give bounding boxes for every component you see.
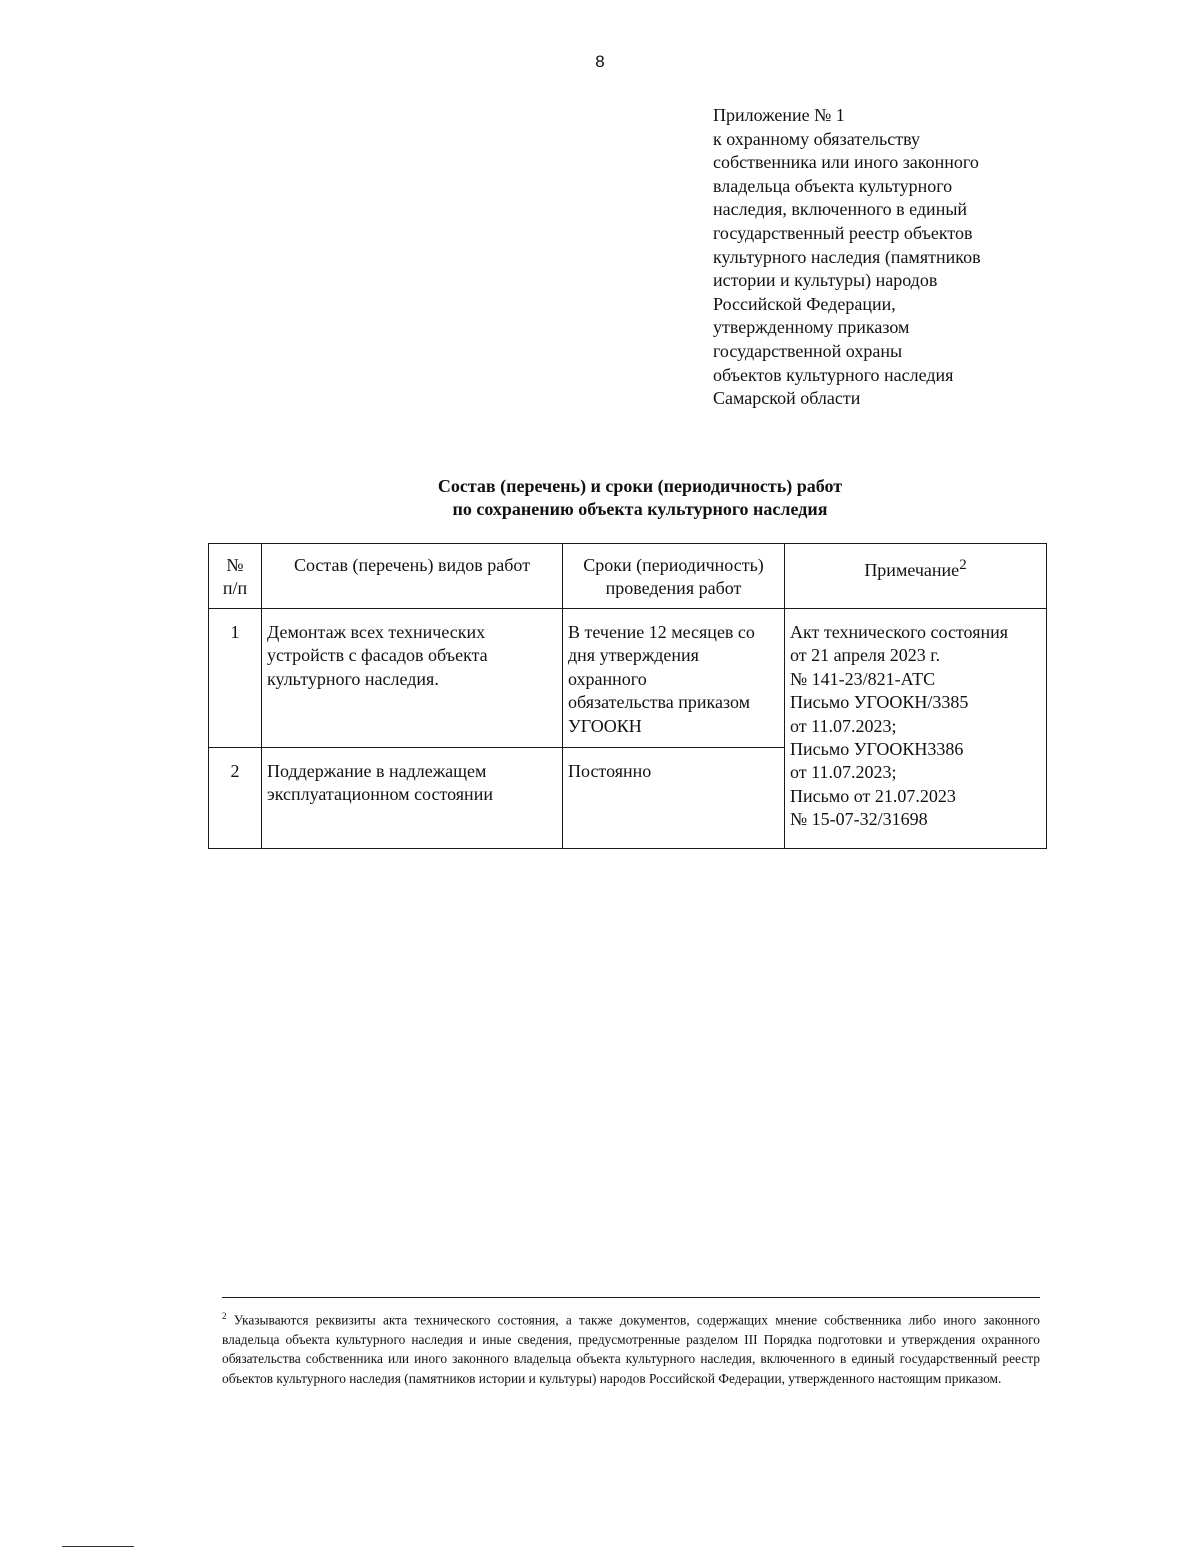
document-title bbox=[0, 475, 1200, 521]
works-table bbox=[208, 543, 1047, 849]
note-line: от 21 апреля 2023 г. bbox=[790, 645, 941, 666]
terms-line: Постоянно bbox=[568, 761, 652, 781]
row-number: 2 bbox=[209, 748, 262, 849]
note-line: Акт технического состояния bbox=[790, 622, 1009, 642]
appendix-line: государственной охраны bbox=[713, 340, 903, 361]
works-line: Демонтаж всех технических bbox=[267, 622, 486, 642]
appendix-line: владельца объекта культурного bbox=[713, 175, 953, 196]
works-line: эксплуатационном состоянии bbox=[267, 784, 493, 805]
appendix-line: объектов культурного наследия bbox=[713, 364, 954, 385]
note-line: Письмо УГООКН3386 bbox=[790, 739, 964, 760]
title-line: Состав (перечень) и сроки (периодичность) работ bbox=[437, 476, 843, 496]
header-works bbox=[262, 544, 563, 609]
appendix-line: Самарской области bbox=[713, 388, 861, 409]
appendix-line: наследия, включенного в единый bbox=[713, 199, 968, 220]
header-terms-line: проведения работ bbox=[605, 578, 742, 599]
appendix-line: к охранному обязательству bbox=[713, 128, 921, 149]
works-line: культурного наследия. bbox=[267, 668, 439, 689]
appendix-line: культурного наследия (памятников bbox=[713, 246, 981, 267]
terms-line: дня утверждения bbox=[568, 645, 699, 666]
appendix-header bbox=[713, 104, 1073, 411]
header-number-line: п/п bbox=[222, 578, 248, 599]
note-line: Письмо УГООКН/3385 bbox=[790, 692, 969, 713]
footnote-marker: 2 bbox=[222, 1311, 227, 1321]
terms-line: обязательства приказом bbox=[568, 692, 751, 713]
page-number: 8 bbox=[595, 52, 605, 71]
row-works bbox=[262, 609, 563, 748]
note-line: Письмо от 21.07.2023 bbox=[790, 785, 956, 806]
note-line: от 11.07.2023; bbox=[790, 762, 897, 783]
footnote-reference: 2 bbox=[959, 557, 967, 573]
note-line: № 141-23/821-АТС bbox=[790, 668, 936, 689]
row-number: 1 bbox=[209, 609, 262, 748]
works-line: устройств с фасадов объекта bbox=[267, 645, 488, 666]
footnote-divider bbox=[222, 1297, 1040, 1298]
header-number bbox=[209, 544, 262, 609]
note-line: № 15-07-32/31698 bbox=[790, 809, 928, 830]
appendix-line: собственника или иного законного bbox=[713, 152, 979, 173]
terms-line: В течение 12 месяцев со bbox=[568, 622, 755, 642]
header-number-line: № bbox=[226, 555, 244, 575]
footnote bbox=[222, 1307, 1040, 1388]
appendix-line: истории и культуры) народов bbox=[713, 270, 938, 291]
row-terms bbox=[563, 609, 785, 748]
header-note-label: Примечание bbox=[864, 560, 960, 580]
row-works bbox=[262, 748, 563, 849]
table-header-row bbox=[209, 544, 1047, 609]
footnote-text: Указываются реквизиты акта технического состояния, а также документов, содержащих мнение собственника либо иного законного владельца объекта культурного наследия и иные сведения, предусмотренные разделом III Порядка подготовки и утверждения охранного обязательства собственника или иного законного владельца объекта культурного наследия, включенного в единый государственный реестр объектов культурного наследия (памятников истории и культуры) народов Российской Федерации, утвержденного настоящим приказом. bbox=[222, 1312, 1040, 1386]
header-terms bbox=[563, 544, 785, 609]
title-line: по сохранению объекта культурного наследия bbox=[452, 499, 828, 519]
appendix-line: государственный реестр объектов bbox=[713, 222, 973, 243]
appendix-line: утвержденному приказом bbox=[713, 317, 910, 338]
header-works-label: Состав (перечень) видов работ bbox=[293, 555, 531, 575]
terms-line: УГООКН bbox=[568, 715, 642, 736]
terms-line: охранного bbox=[568, 668, 647, 689]
header-note bbox=[785, 544, 1047, 609]
row-terms bbox=[563, 748, 785, 849]
appendix-line: Российской Федерации, bbox=[713, 293, 896, 314]
header-terms-line: Сроки (периодичность) bbox=[583, 555, 764, 575]
note-line: от 11.07.2023; bbox=[790, 715, 897, 736]
scan-mark bbox=[62, 1546, 134, 1547]
appendix-line: Приложение № 1 bbox=[713, 105, 845, 125]
row-note bbox=[785, 609, 1047, 849]
works-line: Поддержание в надлежащем bbox=[267, 761, 487, 781]
table-row bbox=[209, 609, 1047, 748]
